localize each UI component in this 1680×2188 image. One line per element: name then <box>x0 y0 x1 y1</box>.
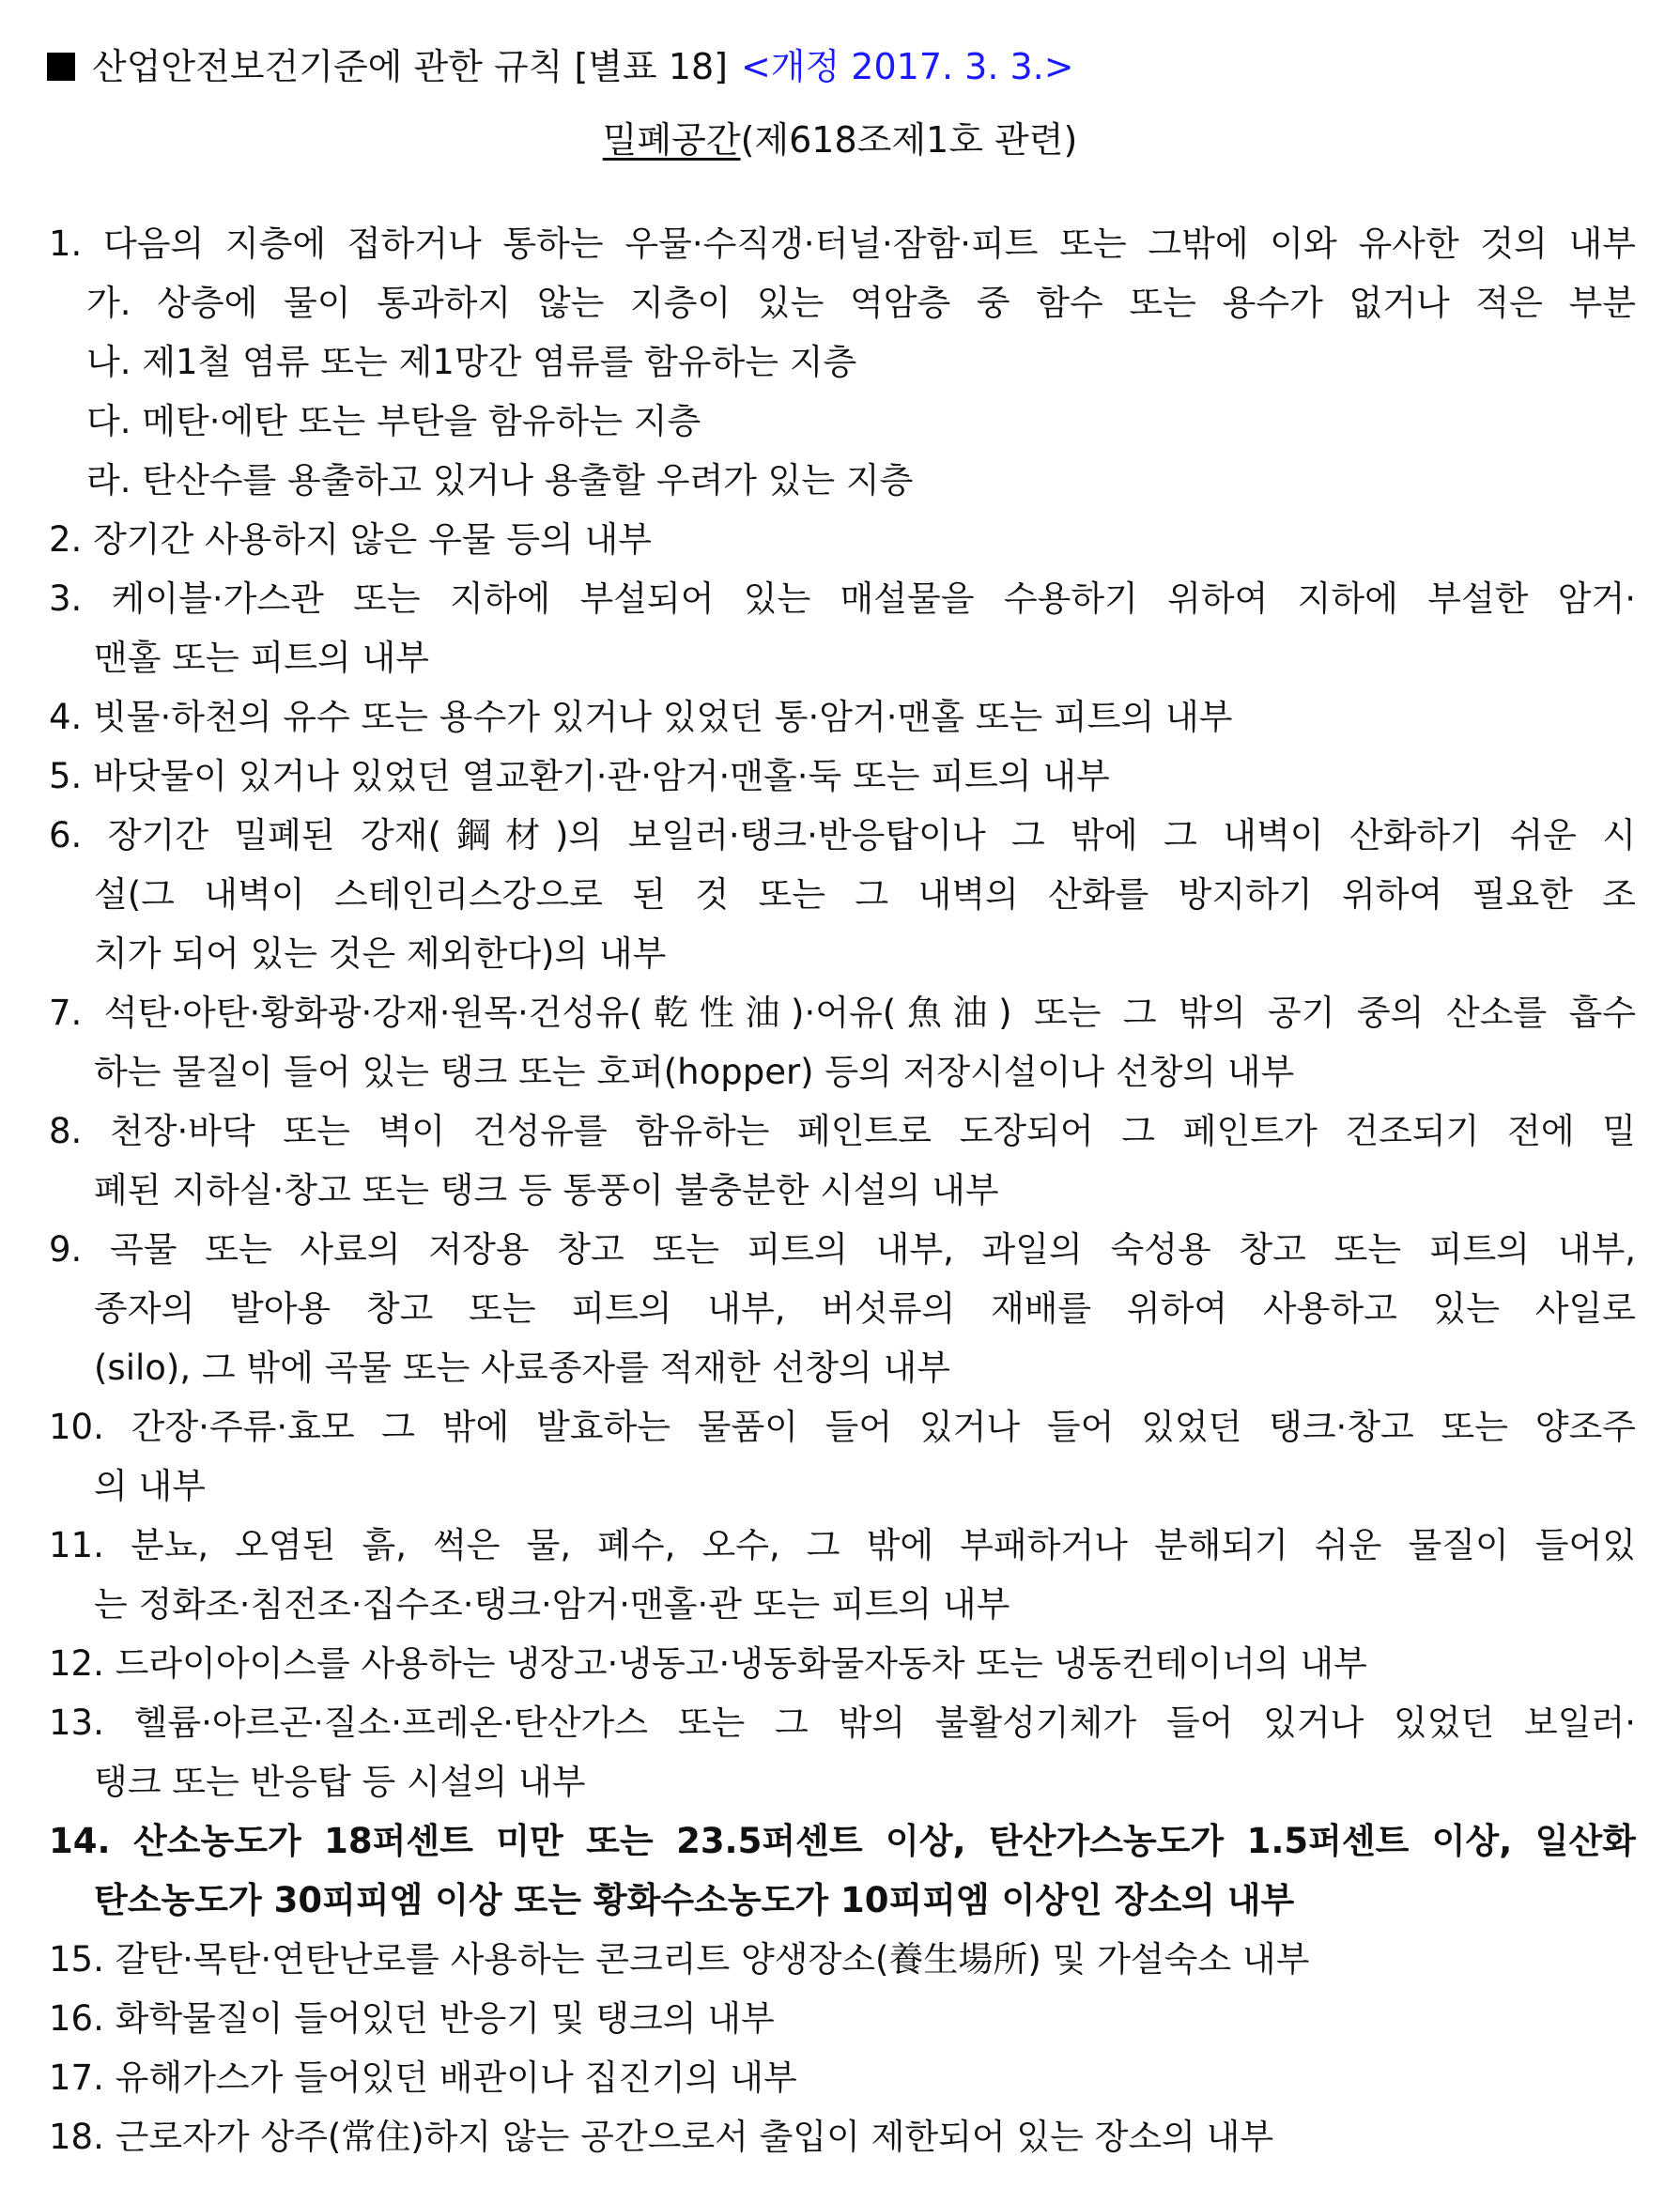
list-item: 9. 곡물 또는 사료의 저장용 창고 또는 피트의 내부, 과일의 숙성용 창고 또는 피트의 내부, <box>49 1229 1636 1270</box>
list-item: 8. 천장·바닥 또는 벽이 건성유를 함유하는 페인트로 도장되어 그 페인트가 건조되기 전에 밀 <box>49 1111 1636 1151</box>
list-item: 16. 화학물질이 들어있던 반응기 및 탱크의 내부 <box>49 1998 775 2039</box>
list-item: 15. 갈탄·목탄·연탄난로를 사용하는 콘크리트 양생장소(養生場所) 및 가설숙소 내부 <box>49 1939 1310 1980</box>
list-item-continuation: 설(그 내벽이 스테인리스강으로 된 것 또는 그 내벽의 산화를 방지하기 위하여 필요한 조 <box>94 874 1636 915</box>
list-item: 5. 바닷물이 있거나 있었던 열교환기·관·암거·맨홀·둑 또는 피트의 내부 <box>49 756 1110 796</box>
subtitle-reference: (제618조제1호 관련) <box>740 119 1078 161</box>
list-item: 1. 다음의 지층에 접하거나 통하는 우물·수직갱·터널·잠함·피트 또는 그밖에 이와 유사한 것의 내부 <box>49 223 1636 264</box>
list-item-continuation: 탄소농도가 30피피엠 이상 또는 황화수소농도가 10피피엠 이상인 장소의 내부 <box>94 1880 1295 1920</box>
section-subtitle <box>0 111 1680 162</box>
sub-item-line: 나. 제1철 염류 또는 제1망간 염류를 함유하는 지층 <box>86 342 857 382</box>
list-item-continuation: 는 정화조·침전조·집수조·탱크·암거·맨홀·관 또는 피트의 내부 <box>94 1584 1010 1625</box>
list-item-continuation: 치가 되어 있는 것은 제외한다)의 내부 <box>94 933 667 974</box>
list-item: 12. 드라이아이스를 사용하는 냉장고·냉동고·냉동화물자동차 또는 냉동컨테이너의 내부 <box>49 1643 1367 1684</box>
list-item: 18. 근로자가 상주(常住)하지 않는 공간으로서 출입이 제한되어 있는 장소의 내부 <box>49 2117 1274 2157</box>
list-item: 13. 헬륨·아르곤·질소·프레온·탄산가스 또는 그 밖의 불활성기체가 들어 있거나 있었던 보일러· <box>49 1703 1636 1743</box>
black-square-icon <box>47 53 75 81</box>
sub-item-line: 다. 메탄·에탄 또는 부탄을 함유하는 지층 <box>86 401 701 441</box>
list-item-continuation: 하는 물질이 들어 있는 탱크 또는 호퍼(hopper) 등의 저장시설이나 선창의 내부 <box>94 1052 1295 1092</box>
list-item-continuation: 탱크 또는 반응탑 등 시설의 내부 <box>94 1762 586 1802</box>
sub-item-line: 가. 상층에 물이 통과하지 않는 지층이 있는 역암층 중 함수 또는 용수가 없거나 적은 부분 <box>86 283 1636 323</box>
document-title <box>47 38 1074 89</box>
list-item-continuation: 의 내부 <box>94 1466 206 1506</box>
list-item: 11. 분뇨, 오염된 흙, 썩은 물, 폐수, 오수, 그 밖에 부패하거나 분해되기 쉬운 물질이 들어있 <box>49 1525 1636 1565</box>
enclosed-space-list <box>49 214 1636 2166</box>
list-item: 17. 유해가스가 들어있던 배관이나 집진기의 내부 <box>49 2057 797 2098</box>
revision-note: <개정 2017. 3. 3.> <box>740 46 1074 87</box>
list-item-continuation: 종자의 발아용 창고 또는 피트의 내부, 버섯류의 재배를 위하여 사용하고 있는 사일로 <box>94 1288 1636 1329</box>
list-item-continuation: 맨홀 또는 피트의 내부 <box>94 638 429 678</box>
list-item: 14. 산소농도가 18퍼센트 미만 또는 23.5퍼센트 이상, 탄산가스농도가 1.5퍼센트 이상, 일산화 <box>49 1821 1636 1861</box>
sub-item-line: 라. 탄산수를 용출하고 있거나 용출할 우려가 있는 지층 <box>86 460 914 501</box>
list-item: 2. 장기간 사용하지 않은 우물 등의 내부 <box>49 519 652 560</box>
list-item-continuation: 폐된 지하실·창고 또는 탱크 등 통풍이 불충분한 시설의 내부 <box>94 1170 999 1210</box>
subtitle-underlined: 밀폐공간 <box>602 119 741 161</box>
title-text: 산업안전보건기준에 관한 규칙 [별표 18] <box>92 46 728 87</box>
list-item: 10. 간장·주류·효모 그 밖에 발효하는 물품이 들어 있거나 들어 있었던 탱크·창고 또는 양조주 <box>49 1407 1636 1447</box>
list-item: 7. 석탄·아탄·황화광·강재·원목·건성유(乾性油)·어유(魚油) 또는 그 밖의 공기 중의 산소를 흡수 <box>49 993 1636 1033</box>
list-item: 4. 빗물·하천의 유수 또는 용수가 있거나 있었던 통·암거·맨홀 또는 피트의 내부 <box>49 697 1233 737</box>
list-item-continuation: (silo), 그 밖에 곡물 또는 사료종자를 적재한 선창의 내부 <box>94 1348 951 1388</box>
list-item: 6. 장기간 밀폐된 강재(鋼材)의 보일러·탱크·반응탑이나 그 밖에 그 내벽이 산화하기 쉬운 시 <box>49 815 1636 855</box>
list-item: 3. 케이블·가스관 또는 지하에 부설되어 있는 매설물을 수용하기 위하여 지하에 부설한 암거· <box>49 578 1636 619</box>
